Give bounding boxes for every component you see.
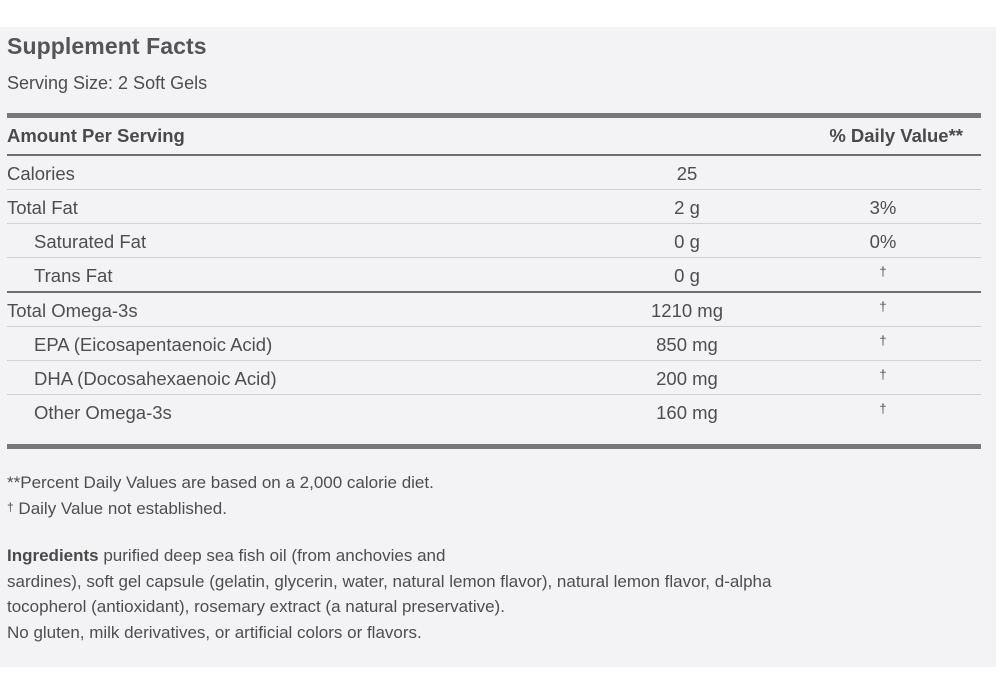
- nutrient-amount: 200 mg: [656, 368, 718, 389]
- nutrient-amount: 0 g: [674, 231, 700, 252]
- table-row: [7, 189, 981, 223]
- nutrient-amount: 2 g: [674, 197, 700, 218]
- table-row: [7, 360, 981, 394]
- nutrient-amount: 25: [676, 163, 698, 184]
- nutrient-name: Saturated Fat: [34, 231, 147, 252]
- nutrient-daily-value: 3%: [869, 197, 897, 218]
- dagger-symbol: †: [7, 500, 14, 514]
- nutrient-daily-value: †: [879, 333, 887, 348]
- nutrient-name: Calories: [7, 163, 75, 184]
- nutrient-amount: 160 mg: [656, 402, 718, 423]
- nutrient-name: Total Fat: [7, 197, 78, 218]
- nutrient-name: Trans Fat: [34, 265, 113, 286]
- daily-value-header: % Daily Value**: [829, 125, 963, 146]
- nutrient-amount: 0 g: [674, 265, 700, 286]
- nutrient-name: Other Omega-3s: [34, 402, 172, 423]
- nutrient-name: EPA (Eicosapentaenoic Acid): [34, 334, 273, 355]
- serving-size: Serving Size: 2 Soft Gels: [7, 73, 208, 93]
- table-header: [7, 117, 981, 154]
- nutrient-daily-value: †: [879, 401, 887, 416]
- percent-dv-footnote: **Percent Daily Values are based on a 2,000 calorie diet.: [7, 473, 434, 492]
- bottom-thick-rule: [7, 444, 981, 449]
- ingredients-line: sardines), soft gel capsule (gelatin, glycerin, water, natural lemon flavor), natural lemon flavor, d-alpha: [7, 571, 772, 591]
- table-row: [7, 291, 981, 326]
- supplement-facts-panel: [0, 27, 996, 667]
- table-row: [7, 326, 981, 360]
- amount-per-serving-header: Amount Per Serving: [7, 125, 185, 146]
- ingredients-line: purified deep sea fish oil (from anchovies and: [98, 546, 446, 565]
- nutrient-name: DHA (Docosahexaenoic Acid): [34, 368, 277, 389]
- dagger-footnote: [7, 499, 227, 519]
- table-row: [7, 394, 981, 428]
- nutrient-amount: 850 mg: [656, 334, 718, 355]
- nutrient-amount: 1210 mg: [651, 300, 723, 321]
- nutrient-daily-value: †: [879, 367, 887, 382]
- allergen-statement: No gluten, milk derivatives, or artificial colors or flavors.: [7, 622, 422, 642]
- nutrient-daily-value: 0%: [869, 231, 897, 252]
- table-row: [7, 156, 981, 189]
- table-row: [7, 257, 981, 291]
- table-row: [7, 223, 981, 257]
- nutrient-name: Total Omega-3s: [7, 300, 138, 321]
- nutrient-daily-value: †: [879, 299, 887, 314]
- supplement-facts-title: Supplement Facts: [7, 33, 207, 59]
- dagger-footnote-text: Daily Value not established.: [13, 499, 227, 518]
- ingredients-label: Ingredients: [7, 546, 99, 565]
- ingredients-block: [7, 543, 967, 645]
- nutrient-daily-value: †: [879, 264, 887, 279]
- ingredients-line: tocopherol (antioxidant), rosemary extract (a natural preservative).: [7, 597, 505, 616]
- nutrient-table: [7, 117, 981, 428]
